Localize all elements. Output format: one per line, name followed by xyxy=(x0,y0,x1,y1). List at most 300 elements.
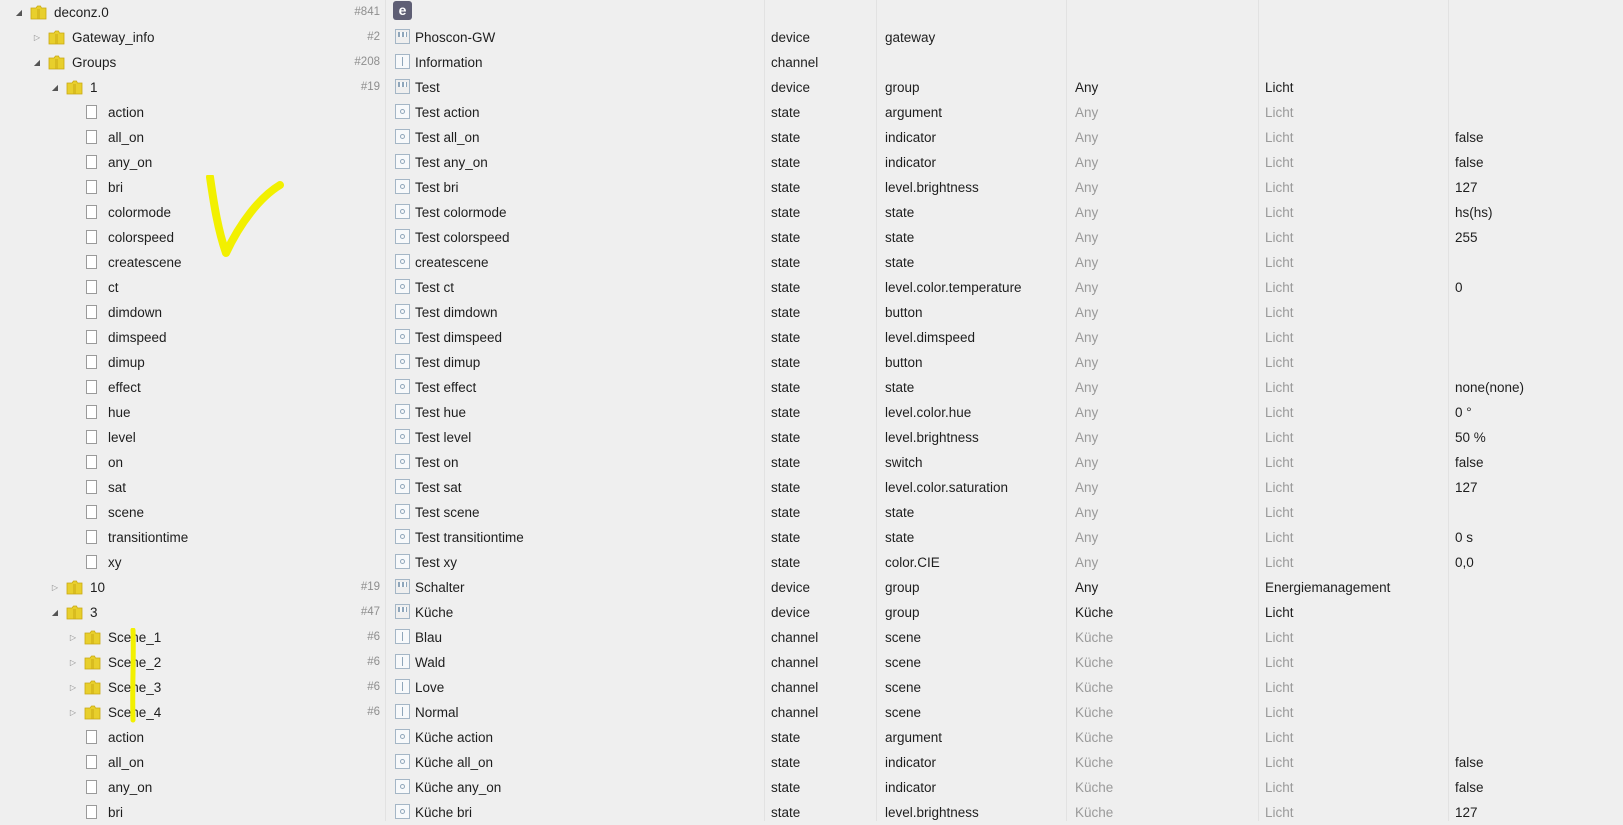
object-room: Any xyxy=(1075,80,1099,95)
object-function: Energiemanagement xyxy=(1265,580,1391,595)
object-function: Licht xyxy=(1265,555,1294,570)
object-type: state xyxy=(771,505,801,520)
object-count: #47 xyxy=(360,606,380,618)
object-function: Licht xyxy=(1265,455,1294,470)
object-room: Any xyxy=(1075,530,1099,545)
expand-toggle-icon[interactable]: ▷ xyxy=(69,633,77,642)
object-count: #6 xyxy=(367,706,380,718)
state-type-icon xyxy=(395,754,410,769)
object-value[interactable]: false xyxy=(1455,455,1484,470)
object-function: Licht xyxy=(1265,105,1294,120)
tree-row[interactable] xyxy=(0,525,1623,550)
object-role: indicator xyxy=(885,755,937,770)
file-icon xyxy=(86,480,97,494)
object-id[interactable]: bri xyxy=(108,805,124,820)
object-room: Any xyxy=(1075,230,1099,245)
object-type: state xyxy=(771,230,801,245)
object-count: #841 xyxy=(354,6,380,18)
expand-toggle-icon[interactable]: ▷ xyxy=(33,33,41,42)
object-function: Licht xyxy=(1265,755,1294,770)
collapse-toggle-icon[interactable]: ◢ xyxy=(51,83,59,92)
object-role: scene xyxy=(885,630,922,645)
object-name: Test colormode xyxy=(415,205,507,220)
object-id[interactable]: Scene_1 xyxy=(108,630,162,645)
tree-row[interactable] xyxy=(0,325,1623,350)
object-type: channel xyxy=(771,680,819,695)
object-function: Licht xyxy=(1265,155,1294,170)
object-type: state xyxy=(771,780,801,795)
state-type-icon xyxy=(395,529,410,544)
object-role: level.color.hue xyxy=(885,405,972,420)
object-room: Any xyxy=(1075,505,1099,520)
object-id[interactable]: sat xyxy=(108,480,127,495)
object-role: group xyxy=(885,80,920,95)
object-name: Test transitiontime xyxy=(415,530,524,545)
file-icon xyxy=(86,380,97,394)
collapse-toggle-icon[interactable]: ◢ xyxy=(51,608,59,617)
file-icon xyxy=(86,130,97,144)
tree-row[interactable] xyxy=(0,600,1623,625)
state-type-icon xyxy=(395,779,410,794)
state-type-icon xyxy=(395,104,410,119)
tree-row[interactable] xyxy=(0,650,1623,675)
expand-toggle-icon[interactable]: ▷ xyxy=(69,658,77,667)
object-role: button xyxy=(885,355,923,370)
object-id[interactable]: colormode xyxy=(108,205,172,220)
object-id[interactable]: on xyxy=(108,455,124,470)
object-type: state xyxy=(771,105,801,120)
object-room: Any xyxy=(1075,455,1099,470)
collapse-toggle-icon[interactable]: ◢ xyxy=(33,58,41,67)
object-room: Küche xyxy=(1075,730,1114,745)
object-count: #19 xyxy=(360,81,380,93)
object-name: Normal xyxy=(415,705,459,720)
state-type-icon xyxy=(395,204,410,219)
file-icon xyxy=(86,405,97,419)
object-name: Wald xyxy=(415,655,446,670)
object-type: state xyxy=(771,455,801,470)
file-icon xyxy=(86,780,97,794)
object-role: switch xyxy=(885,455,923,470)
object-type: state xyxy=(771,280,801,295)
object-role: state xyxy=(885,530,915,545)
object-value[interactable]: 0,0 xyxy=(1455,555,1474,570)
object-function: Licht xyxy=(1265,530,1294,545)
object-function: Licht xyxy=(1265,355,1294,370)
object-room: Küche xyxy=(1075,630,1114,645)
object-name: Schalter xyxy=(415,580,465,595)
object-type: state xyxy=(771,255,801,270)
object-room: Any xyxy=(1075,330,1099,345)
tree-row[interactable] xyxy=(0,75,1623,100)
object-id[interactable]: all_on xyxy=(108,755,145,770)
file-icon xyxy=(86,805,97,819)
tree-row[interactable] xyxy=(0,25,1623,50)
column-separator xyxy=(1448,0,1449,821)
object-role: state xyxy=(885,230,915,245)
object-name: Phoscon-GW xyxy=(415,30,496,45)
object-value[interactable]: false xyxy=(1455,780,1484,795)
object-type: state xyxy=(771,480,801,495)
object-function: Licht xyxy=(1265,180,1294,195)
object-name: Test dimup xyxy=(415,355,481,370)
tree-row[interactable] xyxy=(0,725,1623,750)
object-count: #208 xyxy=(354,56,380,68)
channel-type-icon xyxy=(395,679,410,694)
object-function: Licht xyxy=(1265,805,1294,820)
state-type-icon xyxy=(395,354,410,369)
collapse-toggle-icon[interactable]: ◢ xyxy=(15,8,23,17)
object-name: Test ct xyxy=(415,280,455,295)
object-name: Test sat xyxy=(415,480,462,495)
object-value[interactable]: 127 xyxy=(1455,480,1478,495)
object-name: Test action xyxy=(415,105,480,120)
object-type: state xyxy=(771,805,801,820)
state-type-icon xyxy=(395,254,410,269)
file-icon xyxy=(86,305,97,319)
state-type-icon xyxy=(395,304,410,319)
object-name: Test on xyxy=(415,455,459,470)
tree-row[interactable] xyxy=(0,375,1623,400)
file-icon xyxy=(86,180,97,194)
object-id[interactable]: Gateway_info xyxy=(72,30,155,45)
object-room: Küche xyxy=(1075,605,1114,620)
object-type: state xyxy=(771,380,801,395)
folder-icon xyxy=(66,579,83,596)
object-function: Licht xyxy=(1265,705,1294,720)
file-icon xyxy=(86,505,97,519)
object-id[interactable]: deconz.0 xyxy=(54,5,109,20)
object-id[interactable]: action xyxy=(108,730,145,745)
object-room: Any xyxy=(1075,305,1099,320)
object-count: #6 xyxy=(367,631,380,643)
object-type: state xyxy=(771,330,801,345)
channel-type-icon xyxy=(395,54,410,69)
object-role: level.brightness xyxy=(885,805,979,820)
object-id[interactable]: bri xyxy=(108,180,124,195)
file-icon xyxy=(86,230,97,244)
bracket-annotation xyxy=(125,628,139,723)
object-room: Küche xyxy=(1075,705,1114,720)
file-icon xyxy=(86,105,97,119)
object-id[interactable]: any_on xyxy=(108,780,153,795)
device-type-icon xyxy=(395,29,410,44)
object-type: channel xyxy=(771,55,819,70)
tree-row[interactable] xyxy=(0,675,1623,700)
object-room: Any xyxy=(1075,580,1099,595)
object-type: channel xyxy=(771,630,819,645)
object-id[interactable]: 1 xyxy=(90,80,98,95)
object-name: Test level xyxy=(415,430,472,445)
object-id[interactable]: transitiontime xyxy=(108,530,189,545)
object-function: Licht xyxy=(1265,130,1294,145)
object-value[interactable]: false xyxy=(1455,755,1484,770)
tree-row[interactable] xyxy=(0,125,1623,150)
folder-icon xyxy=(48,29,65,46)
object-count: #6 xyxy=(367,681,380,693)
tree-row[interactable] xyxy=(0,425,1623,450)
file-icon xyxy=(86,205,97,219)
folder-icon xyxy=(66,79,83,96)
column-separator xyxy=(385,0,386,821)
file-icon xyxy=(86,530,97,544)
file-icon xyxy=(86,280,97,294)
object-role: state xyxy=(885,255,915,270)
object-id[interactable]: 10 xyxy=(90,580,106,595)
object-type: state xyxy=(771,180,801,195)
column-separator xyxy=(1258,0,1259,821)
folder-icon xyxy=(84,629,101,646)
object-function: Licht xyxy=(1265,305,1294,320)
object-value[interactable]: 127 xyxy=(1455,805,1478,820)
tree-row[interactable] xyxy=(0,750,1623,775)
object-role: level.color.temperature xyxy=(885,280,1022,295)
object-room: Any xyxy=(1075,480,1099,495)
tree-row[interactable] xyxy=(0,450,1623,475)
object-room: Any xyxy=(1075,280,1099,295)
object-function: Licht xyxy=(1265,230,1294,245)
object-id[interactable]: dimdown xyxy=(108,305,163,320)
device-type-icon xyxy=(395,579,410,594)
channel-type-icon xyxy=(395,704,410,719)
file-icon xyxy=(86,730,97,744)
object-id[interactable]: Scene_4 xyxy=(108,705,162,720)
object-name: Küche bri xyxy=(415,805,473,820)
object-role: gateway xyxy=(885,30,936,45)
object-id[interactable]: any_on xyxy=(108,155,153,170)
object-id[interactable]: scene xyxy=(108,505,145,520)
expand-toggle-icon[interactable]: ▷ xyxy=(51,583,59,592)
object-name: Test effect xyxy=(415,380,477,395)
object-function: Licht xyxy=(1265,730,1294,745)
object-role: group xyxy=(885,580,920,595)
object-role: indicator xyxy=(885,130,937,145)
tree-row[interactable] xyxy=(0,150,1623,175)
object-role: level.brightness xyxy=(885,180,979,195)
object-value[interactable]: 255 xyxy=(1455,230,1478,245)
object-name: Küche all_on xyxy=(415,755,494,770)
object-room: Any xyxy=(1075,355,1099,370)
device-type-icon xyxy=(395,79,410,94)
object-function: Licht xyxy=(1265,255,1294,270)
object-type: state xyxy=(771,755,801,770)
object-value[interactable]: 127 xyxy=(1455,180,1478,195)
object-room: Küche xyxy=(1075,680,1114,695)
file-icon xyxy=(86,330,97,344)
object-name: Test bri xyxy=(415,180,459,195)
object-name: Test xy xyxy=(415,555,458,570)
object-name: Test scene xyxy=(415,505,480,520)
tree-row[interactable] xyxy=(0,500,1623,525)
object-id[interactable]: Scene_2 xyxy=(108,655,162,670)
object-name: Test xyxy=(415,80,440,95)
object-name: Blau xyxy=(415,630,443,645)
object-id[interactable]: dimup xyxy=(108,355,145,370)
object-type: channel xyxy=(771,705,819,720)
object-type: state xyxy=(771,405,801,420)
state-type-icon xyxy=(395,404,410,419)
state-type-icon xyxy=(395,804,410,819)
object-function: Licht xyxy=(1265,380,1294,395)
expand-toggle-icon[interactable]: ▷ xyxy=(69,683,77,692)
checkmark-annotation xyxy=(200,175,290,270)
state-type-icon xyxy=(395,379,410,394)
tree-row[interactable] xyxy=(0,0,1623,25)
device-type-icon xyxy=(395,604,410,619)
tree-row[interactable] xyxy=(0,775,1623,800)
object-role: level.dimspeed xyxy=(885,330,976,345)
object-id[interactable]: ct xyxy=(108,280,119,295)
object-role: argument xyxy=(885,105,943,120)
tree-row[interactable] xyxy=(0,575,1623,600)
object-id[interactable]: action xyxy=(108,105,145,120)
object-function: Licht xyxy=(1265,405,1294,420)
tree-row[interactable] xyxy=(0,275,1623,300)
object-room: Küche xyxy=(1075,805,1114,820)
file-icon xyxy=(86,430,97,444)
object-value[interactable]: none(none) xyxy=(1455,380,1525,395)
object-value[interactable]: false xyxy=(1455,130,1484,145)
object-id[interactable]: 3 xyxy=(90,605,98,620)
object-room: Küche xyxy=(1075,655,1114,670)
tree-row[interactable] xyxy=(0,625,1623,650)
object-room: Any xyxy=(1075,405,1099,420)
object-id[interactable]: hue xyxy=(108,405,131,420)
object-role: scene xyxy=(885,655,922,670)
tree-row[interactable] xyxy=(0,400,1623,425)
object-room: Any xyxy=(1075,105,1099,120)
object-function: Licht xyxy=(1265,330,1294,345)
object-value[interactable]: hs(hs) xyxy=(1455,205,1493,220)
object-id[interactable]: effect xyxy=(108,380,141,395)
tree-row[interactable] xyxy=(0,550,1623,575)
object-value[interactable]: 0 xyxy=(1455,280,1463,295)
object-function: Licht xyxy=(1265,205,1294,220)
object-role: button xyxy=(885,305,923,320)
folder-icon xyxy=(84,704,101,721)
tree-row[interactable] xyxy=(0,800,1623,825)
state-type-icon xyxy=(395,479,410,494)
object-id[interactable]: colorspeed xyxy=(108,230,175,245)
object-name: Test colorspeed xyxy=(415,230,510,245)
object-function: Licht xyxy=(1265,430,1294,445)
object-value[interactable]: 50 % xyxy=(1455,430,1486,445)
object-count: #2 xyxy=(367,31,380,43)
object-room: Any xyxy=(1075,205,1099,220)
expand-toggle-icon[interactable]: ▷ xyxy=(69,708,77,717)
object-room: Küche xyxy=(1075,780,1114,795)
object-role: color.CIE xyxy=(885,555,940,570)
object-role: argument xyxy=(885,730,943,745)
object-id[interactable]: Scene_3 xyxy=(108,680,162,695)
file-icon xyxy=(86,155,97,169)
folder-icon xyxy=(48,54,65,71)
object-room: Any xyxy=(1075,180,1099,195)
object-name: Test dimdown xyxy=(415,305,498,320)
state-type-icon xyxy=(395,129,410,144)
tree-row[interactable] xyxy=(0,350,1623,375)
file-icon xyxy=(86,455,97,469)
object-room: Any xyxy=(1075,555,1099,570)
folder-icon xyxy=(66,604,83,621)
object-type: device xyxy=(771,605,811,620)
object-role: indicator xyxy=(885,780,937,795)
object-role: level.color.saturation xyxy=(885,480,1009,495)
object-role: scene xyxy=(885,680,922,695)
object-name: Küche xyxy=(415,605,454,620)
object-id[interactable]: level xyxy=(108,430,136,445)
object-count: #19 xyxy=(360,581,380,593)
object-room: Any xyxy=(1075,130,1099,145)
object-function: Licht xyxy=(1265,605,1294,620)
column-separator xyxy=(876,0,877,821)
object-id[interactable]: all_on xyxy=(108,130,145,145)
object-role: state xyxy=(885,380,915,395)
object-function: Licht xyxy=(1265,505,1294,520)
object-type: state xyxy=(771,155,801,170)
object-id[interactable]: xy xyxy=(108,555,122,570)
object-id[interactable]: createscene xyxy=(108,255,182,270)
state-type-icon xyxy=(395,504,410,519)
channel-type-icon xyxy=(395,629,410,644)
channel-type-icon xyxy=(395,654,410,669)
state-type-icon xyxy=(395,729,410,744)
object-type: channel xyxy=(771,655,819,670)
object-value[interactable]: 0 ° xyxy=(1455,405,1472,420)
file-icon xyxy=(86,755,97,769)
state-type-icon xyxy=(395,554,410,569)
object-name: Love xyxy=(415,680,445,695)
tree-row[interactable] xyxy=(0,50,1623,75)
object-type: state xyxy=(771,530,801,545)
object-function: Licht xyxy=(1265,655,1294,670)
object-room: Any xyxy=(1075,255,1099,270)
object-value[interactable]: false xyxy=(1455,155,1484,170)
folder-icon xyxy=(84,679,101,696)
state-type-icon xyxy=(395,154,410,169)
object-id[interactable]: dimspeed xyxy=(108,330,167,345)
object-role: indicator xyxy=(885,155,937,170)
object-type: state xyxy=(771,355,801,370)
object-name: Küche any_on xyxy=(415,780,502,795)
object-name: Test dimspeed xyxy=(415,330,503,345)
object-function: Licht xyxy=(1265,680,1294,695)
object-function: Licht xyxy=(1265,80,1294,95)
object-room: Küche xyxy=(1075,755,1114,770)
object-name: Test any_on xyxy=(415,155,488,170)
object-name: Test all_on xyxy=(415,130,480,145)
object-type: device xyxy=(771,30,811,45)
object-id[interactable]: Groups xyxy=(72,55,117,70)
tree-row[interactable] xyxy=(0,100,1623,125)
tree-row[interactable] xyxy=(0,300,1623,325)
object-role: group xyxy=(885,605,920,620)
object-function: Licht xyxy=(1265,480,1294,495)
object-type: state xyxy=(771,555,801,570)
state-type-icon xyxy=(395,429,410,444)
tree-row[interactable] xyxy=(0,475,1623,500)
object-type: state xyxy=(771,205,801,220)
adapter-icon: e xyxy=(393,1,412,20)
tree-row[interactable] xyxy=(0,700,1623,725)
object-function: Licht xyxy=(1265,280,1294,295)
object-type: state xyxy=(771,730,801,745)
column-separator xyxy=(764,0,765,821)
object-role: level.brightness xyxy=(885,430,979,445)
file-icon xyxy=(86,555,97,569)
object-type: state xyxy=(771,130,801,145)
object-value[interactable]: 0 s xyxy=(1455,530,1474,545)
